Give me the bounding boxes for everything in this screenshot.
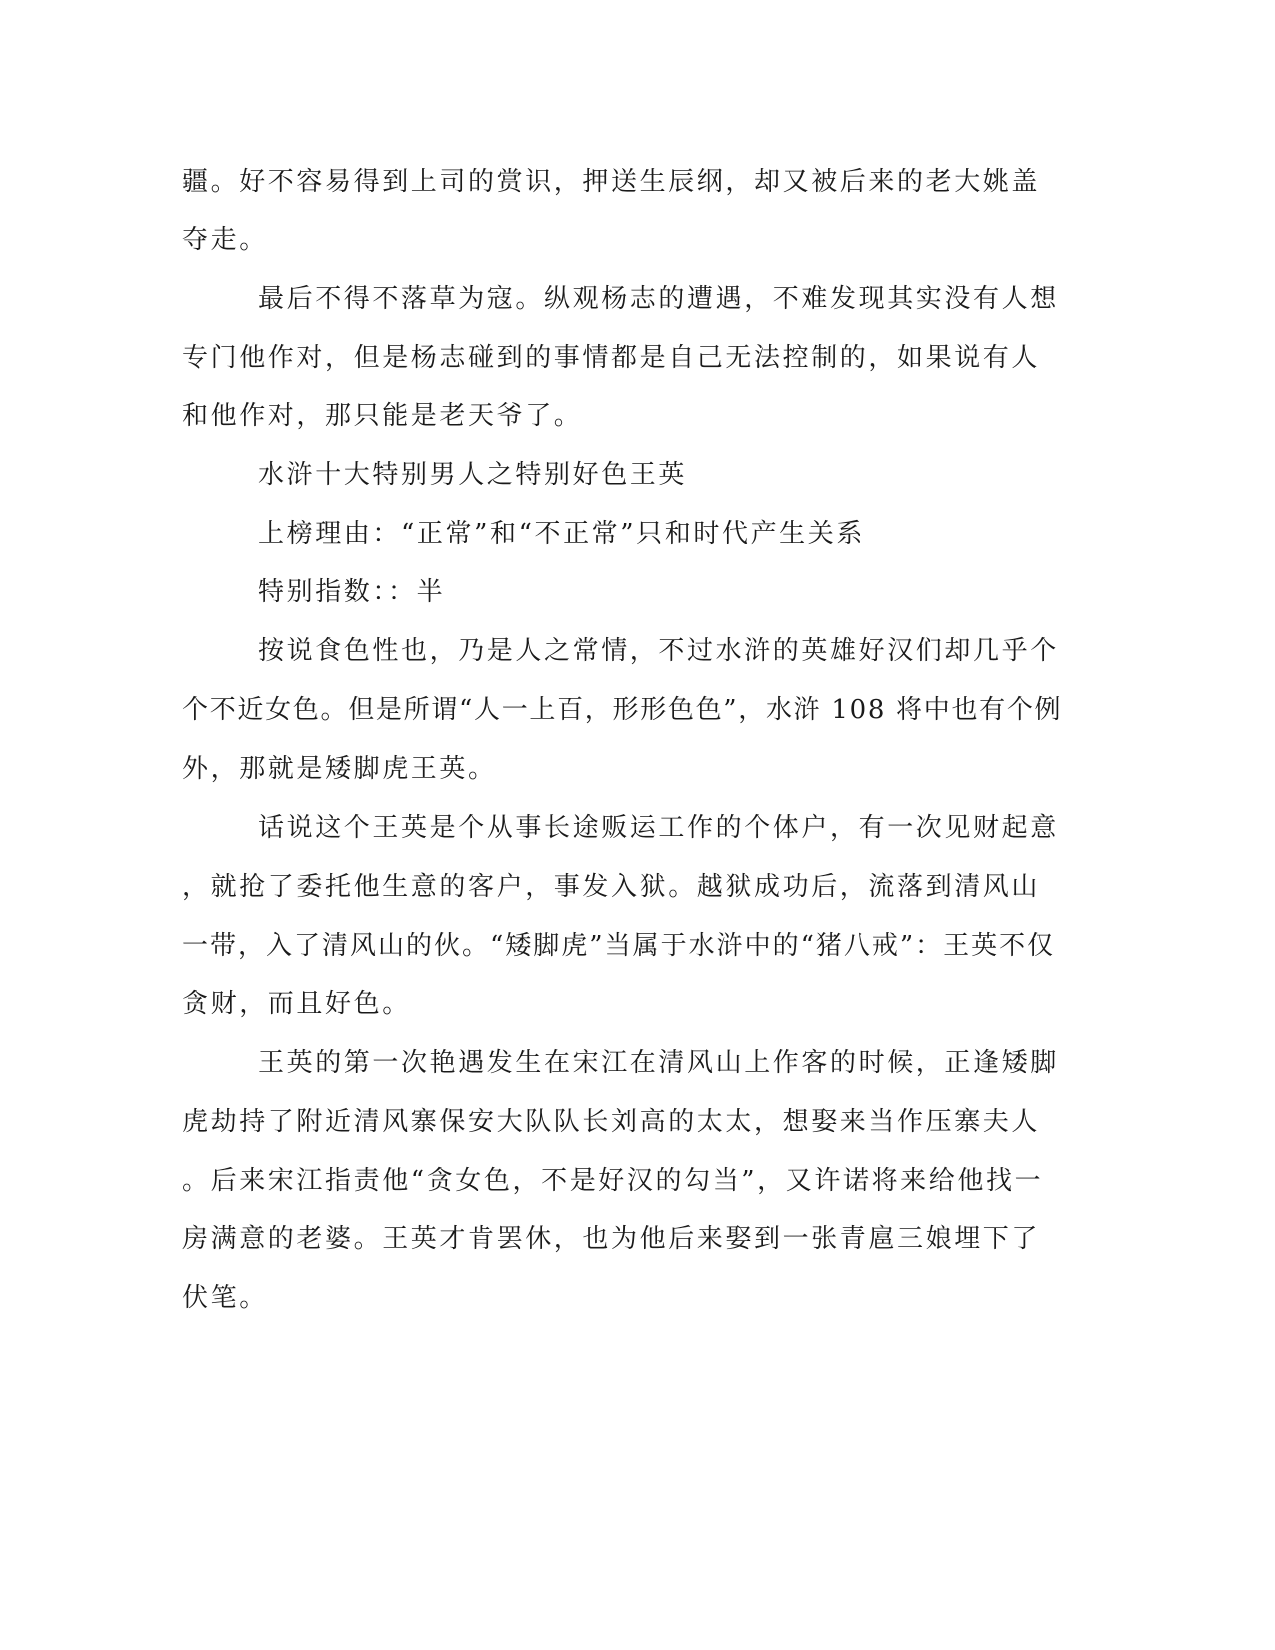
text-line-19: 房满意的老婆。王英才肯罢休，也为他后来娶到一张青扈三娘埋下了 bbox=[182, 1224, 1041, 1254]
paragraph-start-line: 按说食色性也，乃是人之常情，不过水浒的英雄好汉们却几乎个 bbox=[258, 636, 1059, 666]
text-line-17: 虎劫持了附近清风寨保安大队队长刘高的太太，想娶来当作压寨夫人 bbox=[182, 1107, 1041, 1137]
text-line-14: 一带，入了清风山的伙。“矮脚虎”当属于水浒中的“猪八戒”：王英不仅 bbox=[182, 931, 1056, 961]
text-line-11: 外，那就是矮脚虎王英。 bbox=[182, 754, 497, 784]
paragraph-start-line: 最后不得不落草为寇。纵观杨志的遭遇，不难发现其实没有人想 bbox=[258, 284, 1059, 314]
index-line: 特别指数：：半 bbox=[258, 577, 446, 607]
text-line-20: 伏笔。 bbox=[182, 1283, 268, 1313]
text-line-2: 夺走。 bbox=[182, 225, 268, 255]
text-line-18: 。后来宋江指责他“贪女色，不是好汉的勾当”，又许诺将来给他找一 bbox=[182, 1166, 1044, 1196]
text-line-4: 专门他作对，但是杨志碰到的事情都是自己无法控制的，如果说有人 bbox=[182, 343, 1041, 373]
section-heading: 水浒十大特别男人之特别好色王英 bbox=[258, 460, 688, 490]
text-line-13: ，就抢了委托他生意的客户，事发入狱。越狱成功后，流落到清风山 bbox=[182, 872, 1041, 902]
text-line-15: 贪财，而且好色。 bbox=[182, 989, 411, 1019]
text-line-5: 和他作对，那只能是老天爷了。 bbox=[182, 401, 583, 431]
reason-line: 上榜理由：“正常”和“不正常”只和时代产生关系 bbox=[258, 519, 865, 549]
text-line-1: 疆。好不容易得到上司的赏识，押送生辰纲，却又被后来的老大姚盖 bbox=[182, 167, 1041, 197]
paragraph-start-line: 话说这个王英是个从事长途贩运工作的个体户，有一次见财起意 bbox=[258, 813, 1059, 843]
text-line-10: 个不近女色。但是所谓“人一上百，形形色色”，水浒 108 将中也有个例 bbox=[182, 695, 1063, 725]
paragraph-start-line: 王英的第一次艳遇发生在宋江在清风山上作客的时候，正逢矮脚 bbox=[258, 1048, 1059, 1078]
